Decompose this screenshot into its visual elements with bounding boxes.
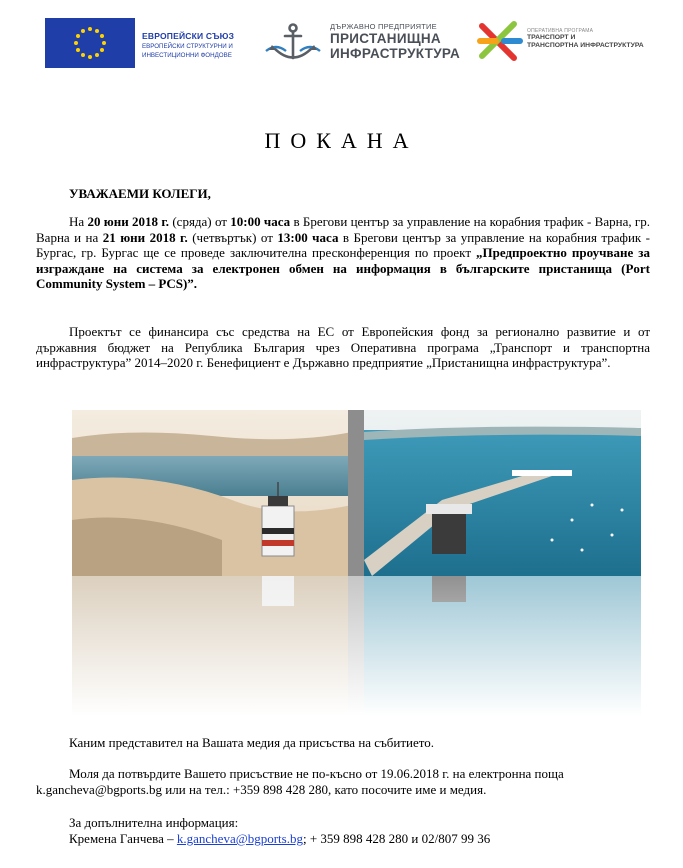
eu-funds-caption: [142, 31, 234, 59]
funding-text: Проектът се финансира със средства на ЕС от Европейския фонд за регионално развитие и от държавния бюджет на Република България чрез Оперативна програма „Транспорт и транспортна инфраструктура” 2014–2020 г. Бенефициент е Държавно предприятие „Пристанищна инфраструктура”.: [36, 324, 650, 370]
p1-text-c: в Брегови център за управление на корабния трафик - Варна, гр. Варна и на: [36, 214, 650, 245]
invite-line: [36, 735, 650, 751]
event-date-2: 21 юни 2018 г.: [102, 229, 188, 245]
eu-flag-logo: [45, 18, 135, 68]
confirm-text-1: Моля да потвърдите Вашето присъствие не по-късно от 19.06.2018 г. на електронна поща: [69, 766, 564, 781]
port-photo: [72, 410, 641, 576]
p1-text-e: в Брегови център за управление на корабния трафик - Бургас, гр. Бургас ще се проведе заключителна пресконференция по проект: [36, 229, 651, 260]
event-paragraph: [36, 214, 650, 292]
op-line-3: ТРАНСПОРТНА ИНФРАСТРУКТУРА: [527, 42, 644, 49]
p1-text-b: (сряда) от: [169, 214, 231, 229]
eu-title: ЕВРОПЕЙСКИ СЪЮЗ: [142, 31, 235, 41]
operational-programme-caption: [527, 28, 644, 50]
event-time-1: 10:00 часа: [230, 214, 291, 229]
confirm-line-1: [36, 766, 650, 782]
port-line-1: ДЪРЖАВНО ПРЕДПРИЯТИЕ: [330, 22, 437, 31]
p1-text-a: На: [69, 214, 88, 229]
contact-label-text: За допълнителна информация:: [69, 815, 239, 830]
anchor-icon: [262, 21, 324, 65]
event-date-1: 20 юни 2018 г.: [87, 214, 170, 229]
page-title: ПОКАНА: [264, 128, 419, 153]
op-line-1: ОПЕРАТИВНА ПРОГРАМА: [527, 28, 594, 34]
port-line-2: ПРИСТАНИЩНА: [330, 31, 441, 46]
port-line-3: ИНФРАСТРУКТУРА: [330, 46, 461, 61]
contact-phones: ; + 359 898 428 280 и 02/807 99 36: [302, 831, 491, 846]
port-photo-reflection: [72, 576, 641, 716]
greeting: УВАЖАЕМИ КОЛЕГИ,: [69, 186, 211, 201]
contact-name: Кремена Ганчева –: [69, 831, 177, 846]
eu-subtitle-1: ЕВРОПЕЙСКИ СТРУКТУРНИ И: [142, 43, 233, 50]
op-line-2: ТРАНСПОРТ И: [527, 34, 576, 41]
confirm-line-2: k.gancheva@bgports.bg или на тел.: +359 898 428 280, като посочите име и медия.: [36, 782, 487, 797]
contact-email-link[interactable]: k.gancheva@bgports.bg: [176, 831, 303, 846]
p1-text-d: (четвъртък) от: [187, 229, 278, 245]
contact-label: [36, 815, 650, 831]
project-title: „Предпроектно проучване за изграждане на система за електронен обмен на информация в българските пристанища (Port Community System – PCS)”.: [36, 245, 651, 291]
event-time-2: 13:00 часа: [277, 229, 339, 245]
invite-text: Каним представител на Вашата медия да присъства на събитието.: [69, 735, 435, 750]
funding-paragraph: [36, 324, 650, 371]
eu-subtitle-2: ИНВЕСТИЦИОННИ ФОНДОВЕ: [142, 52, 232, 59]
operational-programme-logo: [474, 16, 524, 66]
port-infrastructure-caption: [330, 22, 460, 61]
contact-line: [36, 831, 650, 847]
